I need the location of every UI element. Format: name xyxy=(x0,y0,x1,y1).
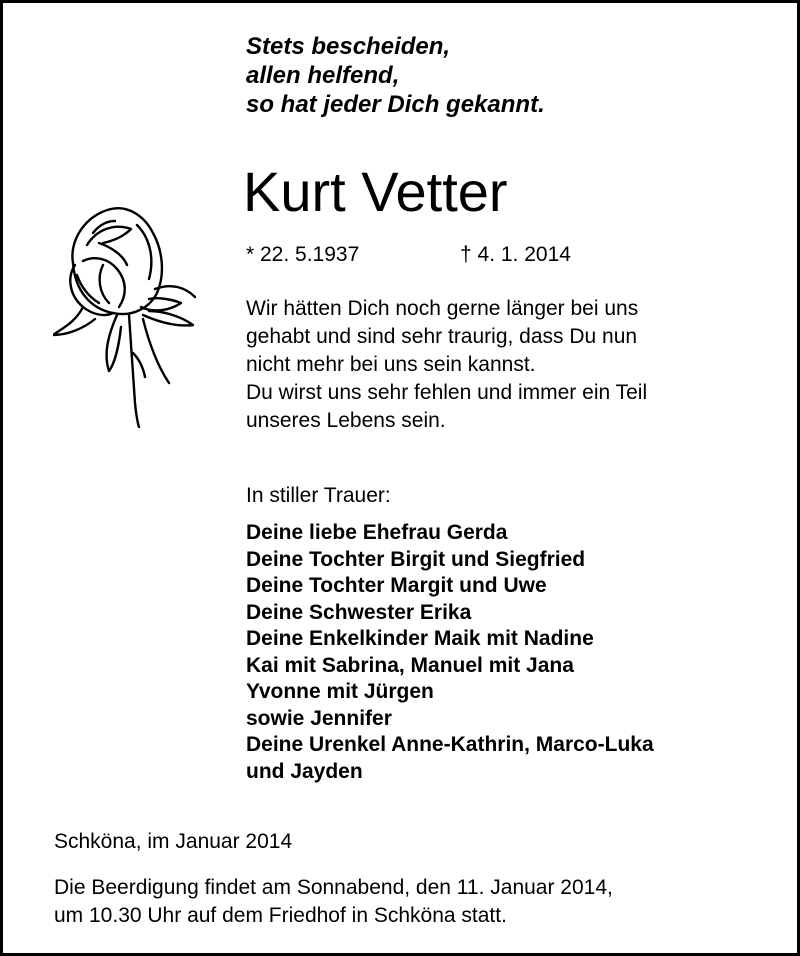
mourning-intro: In stiller Trauer: xyxy=(246,484,391,507)
death-date: † 4. 1. 2014 xyxy=(460,243,571,266)
funeral-line: um 10.30 Uhr auf dem Friedhof in Schköna statt. xyxy=(54,904,507,927)
life-dates xyxy=(246,241,571,269)
funeral-line: Die Beerdigung findet am Sonnabend, den 11. Januar 2014, xyxy=(54,876,613,899)
survivor-line: Deine Schwester Erika xyxy=(246,600,472,624)
message-line: gehabt und sind sehr traurig, dass Du nun xyxy=(246,325,638,348)
message-line: Du wirst uns sehr fehlen und immer ein Teil xyxy=(246,381,648,404)
survivor-line: Deine Urenkel Anne-Kathrin, Marco-Luka xyxy=(246,733,654,756)
survivor-line: Deine Enkelkinder Maik mit Nadine xyxy=(246,627,594,650)
survivor-line: Deine Tochter Margit und Uwe xyxy=(246,574,547,597)
survivor-line: Yvonne mit Jürgen xyxy=(246,680,434,703)
closing-section xyxy=(54,828,613,930)
motto-line: so hat jeder Dich gekannt. xyxy=(246,91,545,118)
birth-date: * 22. 5.1937 xyxy=(246,243,360,266)
deceased-name: Kurt Vetter xyxy=(243,160,508,223)
farewell-message xyxy=(246,295,647,435)
motto-line: Stets bescheiden, xyxy=(246,33,451,60)
survivor-line: sowie Jennifer xyxy=(246,706,392,730)
survivor-line: Deine liebe Ehefrau Gerda xyxy=(246,521,508,544)
motto-line: allen helfend, xyxy=(246,62,400,89)
message-line: nicht mehr bei uns sein kannst. xyxy=(246,353,536,376)
motto xyxy=(246,32,545,119)
survivor-line: Deine Tochter Birgit und Siegfried xyxy=(246,547,586,571)
rose-illustration-icon xyxy=(53,203,213,428)
survivors-list xyxy=(246,520,654,785)
place-date: Schköna, im Januar 2014 xyxy=(54,830,293,853)
message-line: unseres Lebens sein. xyxy=(246,409,446,432)
survivor-line: Kai mit Sabrina, Manuel mit Jana xyxy=(246,653,574,677)
message-line: Wir hätten Dich noch gerne länger bei uns xyxy=(246,297,639,320)
survivor-line: und Jayden xyxy=(246,759,363,783)
